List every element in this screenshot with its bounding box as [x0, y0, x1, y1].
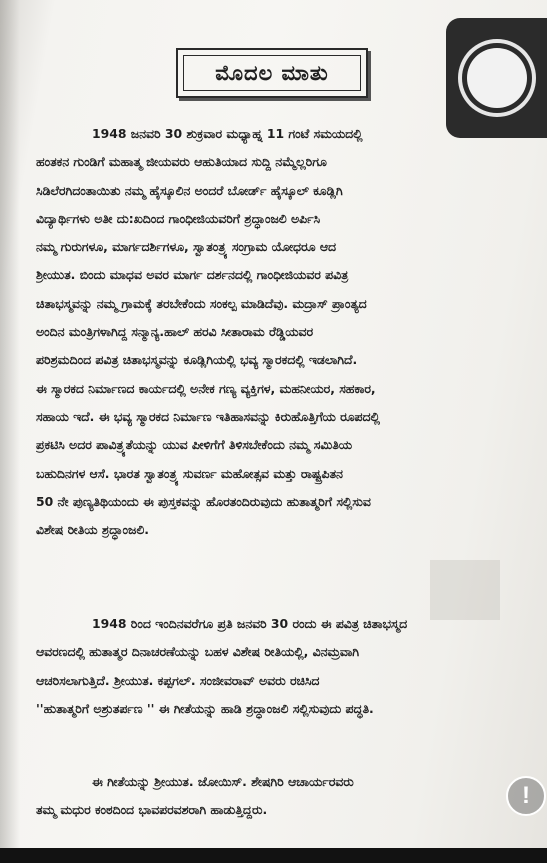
text-line: ಈ ಗೀತೆಯನ್ನು ಶ್ರೀಯುತ. ಜೋಯಿಸ್. ಶೇಷಗಿರಿ ಆಚಾರ್ಯರವರು: [92, 774, 354, 789]
text-line: ಪ್ರಕಟಿಸಿ ಅದರ ಪಾವಿತ್ರ್ಯತೆಯನ್ನು ಯುವ ಪೀಳಿಗೆಗೆ ತಿಳಿಸಬೇಕೆಂದು ನಮ್ಮ ಸಮಿತಿಯ: [36, 437, 353, 453]
title-frame: [176, 48, 368, 98]
text-line: 1948 ಜನವರಿ 30 ಶುಕ್ರವಾರ ಮಧ್ಯಾಹ್ನ 11 ಗಂಟೆ ಸಮಯದಲ್ಲಿ: [92, 126, 363, 141]
page-title: ಮೊದಲ ಮಾತು: [183, 55, 361, 91]
text-line: ಆಚರಿಸಲಾಗುತ್ತಿದೆ. ಶ್ರೀಯುತ. ಕಪ್ಪಗಲ್. ಸಂಜೀವರಾವ್ ಅವರು ರಚಿಸಿದ: [36, 672, 320, 688]
camera-shutter-icon[interactable]: [458, 39, 536, 117]
paragraph-3: [36, 768, 504, 825]
text-line: ಸಿಡಿಲೆರಗಿದಂತಾಯಿತು ನಮ್ಮ ಹೈಸ್ಕೂಲಿನ ಅಂದರೆ ಬೋರ್ಡ್ ಹೈಸ್ಕೂಲ್ ಕೂಡ್ಲಿಗಿ: [36, 182, 343, 198]
shutter-button[interactable]: [467, 48, 527, 108]
text-line: ಸಹಾಯ ಇದೆ. ಈ ಭವ್ಯ ಸ್ಮಾರಕದ ನಿರ್ಮಾಣ ಇತಿಹಾಸವನ್ನು ಕಿರುಹೊತ್ತಿಗೆಯ ರೂಪದಲ್ಲಿ: [36, 408, 380, 424]
camera-shutter-panel[interactable]: [446, 18, 547, 138]
text-line: ವಿದ್ಯಾರ್ಥಿಗಳು ಅತೀ ದು:ಖದಿಂದ ಗಾಂಧೀಜಿಯವರಿಗೆ ಶ್ರದ್ಧಾಂಜಲಿ ಅರ್ಪಿಸಿ: [36, 210, 321, 226]
text-line: 1948 ರಿಂದ ಇಂದಿನವರೆಗೂ ಪ್ರತಿ ಜನವರಿ 30 ರಂದು ಈ ಪವಿತ್ರ ಚಿತಾಭಸ್ಮದ: [92, 616, 408, 631]
bottom-bar: [0, 848, 547, 863]
text-line: ನಮ್ಮ ಗುರುಗಳೂ, ಮಾರ್ಗದರ್ಶಿಗಳೂ, ಸ್ವಾತಂತ್ರ್ಯ ಸಂಗ್ರಾಮ ಯೋಧರೂ ಆದ: [36, 239, 337, 255]
text-line: ತಮ್ಮ ಮಧುರ ಕಂಠದಿಂದ ಭಾವಪರವಶರಾಗಿ ಹಾಡುತ್ತಿದ್ದರು.: [36, 802, 268, 818]
text-line: ಆವರಣದಲ್ಲಿ ಹುತಾತ್ಮರ ದಿನಾಚರಣೆಯನ್ನು ಬಹಳ ವಿಶೇಷ ರೀತಿಯಲ್ಲಿ, ವಿನಮ್ರವಾಗಿ: [36, 644, 359, 660]
shutter-ring: [462, 43, 532, 113]
text-line: ''ಹುತಾತ್ಮರಿಗೆ ಅಶ್ರುತರ್ಪಣ '' ಈ ಗೀತೆಯನ್ನು ಹಾಡಿ ಶ್ರದ್ಧಾಂಜಲಿ ಸಲ್ಲಿಸುವುದು ಪದ್ಧತಿ.: [36, 700, 374, 716]
page-edge-shadow: [0, 0, 20, 848]
text-line: ಹಂತಕನ ಗುಂಡಿಗೆ ಮಹಾತ್ಮ ಜೀಯವರು ಆಹುತಿಯಾದ ಸುದ್ದಿ ನಮ್ಮೆಲ್ಲರಿಗೂ: [36, 154, 327, 170]
alert-icon[interactable]: !: [506, 776, 546, 816]
text-line: ಪರಿಶ್ರಮದಿಂದ ಪವಿತ್ರ ಚಿತಾಭಸ್ಮವನ್ನು ಕೂಡ್ಲಿಗಿಯಲ್ಲಿ ಭವ್ಯ ಸ್ಮಾರಕದಲ್ಲಿ ಇಡಲಾಗಿದೆ.: [36, 352, 358, 368]
text-line: ಬಹುದಿನಗಳ ಆಸೆ. ಭಾರತ ಸ್ವಾತಂತ್ರ್ಯ ಸುವರ್ಣ ಮಹೋತ್ಸವ ಮತ್ತು ರಾಷ್ಟ್ರಪಿತನ: [36, 465, 343, 481]
text-line: ಶ್ರೀಯುತ. ಬಿಂದು ಮಾಧವ ಅವರ ಮಾರ್ಗ ದರ್ಶನದಲ್ಲಿ ಗಾಂಧೀಜಿಯವರ ಪವಿತ್ರ: [36, 267, 349, 283]
paragraph-1: [36, 120, 504, 544]
text-line: ಈ ಸ್ಮಾರಕದ ನಿರ್ಮಾಣದ ಕಾರ್ಯದಲ್ಲಿ ಅನೇಕ ಗಣ್ಯ ವ್ಯಕ್ತಿಗಳ, ಮಹನೀಯರ, ಸಹಕಾರ,: [36, 380, 376, 396]
paragraph-2: [36, 610, 504, 723]
text-line: ಅಂದಿನ ಮಂತ್ರಿಗಳಾಗಿದ್ದ ಸನ್ಮಾನ್ಯ.ಹಾಲ್ ಹರವಿ ಸೀತಾರಾಮ ರೆಡ್ಡಿಯವರ: [36, 324, 313, 340]
text-line: ವಿಶೇಷ ರೀತಿಯ ಶ್ರದ್ಧಾಂಜಲಿ.: [36, 522, 149, 538]
text-line: 50 ನೇ ಪುಣ್ಯತಿಥಿಯಂದು ಈ ಪುಸ್ತಕವನ್ನು ಹೊರತಂದಿರುವುದು ಹುತಾತ್ಮರಿಗೆ ಸಲ್ಲಿಸುವ: [36, 493, 371, 509]
text-line: ಚಿತಾಭಸ್ಮವನ್ನು ನಮ್ಮ ಗ್ರಾಮಕ್ಕೆ ತರಬೇಕೆಂದು ಸಂಕಲ್ಪ ಮಾಡಿದೆವು. ಮದ್ರಾಸ್ ಪ್ರಾಂತ್ಯದ: [36, 295, 367, 311]
